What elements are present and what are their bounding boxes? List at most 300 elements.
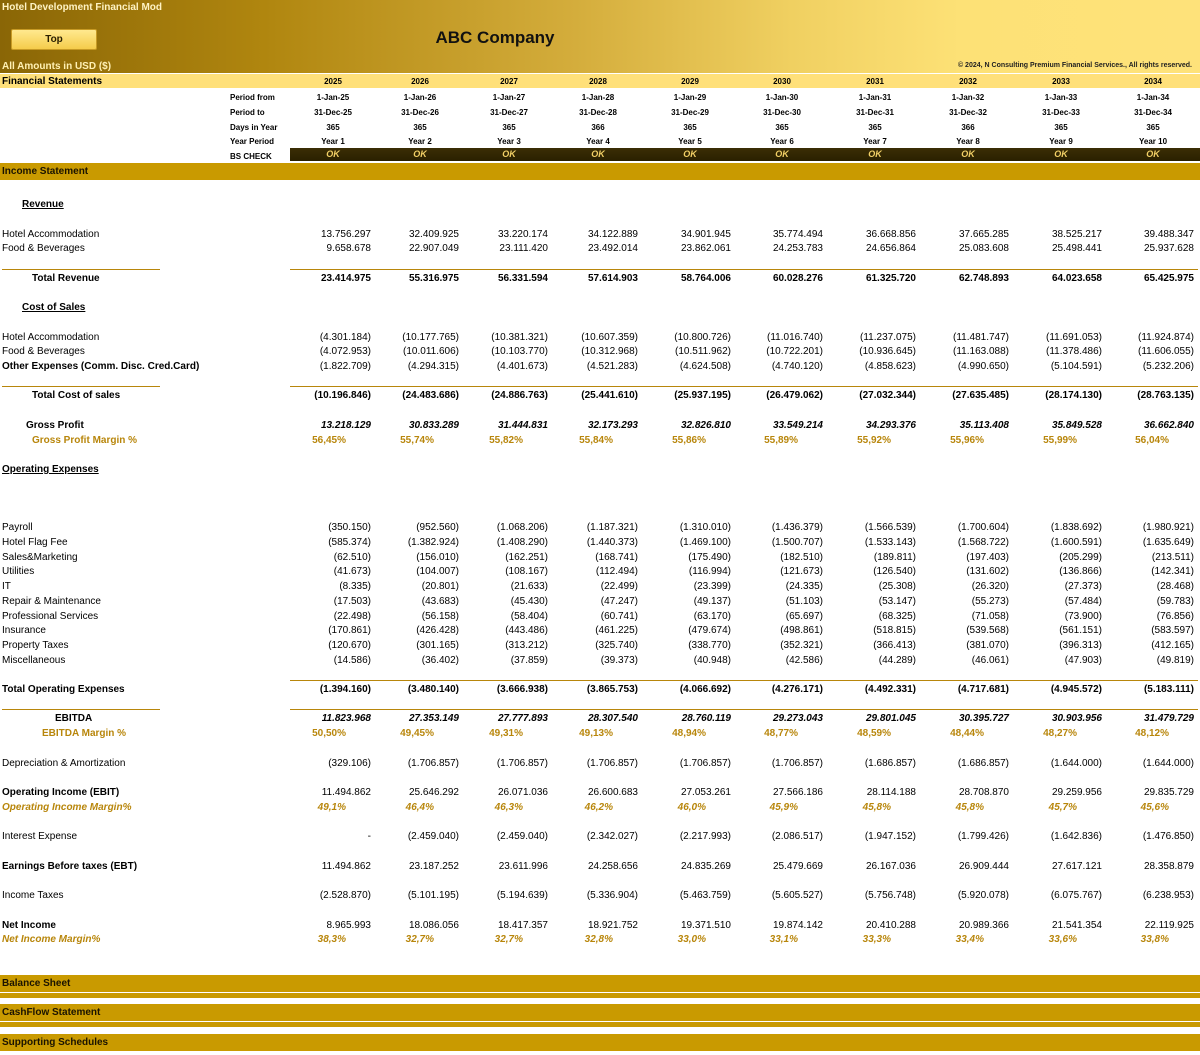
opex-miscellaneous-value: (42.586)	[785, 655, 823, 666]
cos-other-expenses-value: (4.858.623)	[864, 361, 916, 372]
cos-hotel-accommodation-value: (10.800.726)	[674, 332, 731, 343]
operating-income-margin-value: 45,6%	[1140, 802, 1169, 813]
opex-hotel-flag-fee-value: (1.533.143)	[864, 537, 916, 548]
cos-hotel-accommodation-value: (4.301.184)	[319, 332, 371, 343]
cos-hotel-accommodation-value: (10.381.321)	[491, 332, 548, 343]
total-revenue-value: 58.764.006	[680, 273, 731, 284]
total-operating-expenses-label: Total Operating Expenses	[2, 684, 125, 695]
bs-check-cell: OK	[775, 149, 789, 159]
net-income-value: 8.965.993	[326, 920, 371, 931]
year-header: 2027	[500, 77, 518, 86]
opex-professional-services-value: (65.697)	[785, 611, 823, 622]
year-period-cell: Year 2	[408, 137, 432, 146]
cos-hotel-accommodation-value: (10.177.765)	[402, 332, 459, 343]
opex-miscellaneous-value: (49.819)	[1156, 655, 1194, 666]
operating-income-value: 27.053.261	[680, 787, 731, 798]
opex-repair-maintenance-value: (43.683)	[421, 596, 459, 607]
period-to-cell: 31-Dec-26	[401, 108, 439, 117]
ebitda-margin-value: 48,27%	[1043, 728, 1077, 739]
year-period-cell: Year 8	[956, 137, 980, 146]
operating-income-value: 28.114.188	[866, 787, 916, 798]
opex-professional-services-value: (22.498)	[333, 611, 371, 622]
gross-profit-margin-label: Gross Profit Margin %	[32, 435, 138, 446]
bs-check-cell: OK	[591, 149, 605, 159]
opex-it-value: (26.320)	[971, 581, 1009, 592]
opex-professional-services-value: (71.058)	[971, 611, 1009, 622]
income-statement-bar[interactable]	[0, 163, 1200, 180]
gross-profit-value: 30.833.289	[408, 420, 459, 431]
ebt-value: 26.909.444	[958, 861, 1009, 872]
total-cost-of-sales-value: (10.196.846)	[314, 390, 371, 401]
opex-payroll-value: (1.980.921)	[1142, 522, 1194, 533]
opex-sales-marketing-value: (213.511)	[1151, 552, 1194, 563]
opex-professional-services-value: (56.158)	[421, 611, 459, 622]
opex-miscellaneous-value: (14.586)	[333, 655, 371, 666]
opex-payroll-value: (1.566.539)	[864, 522, 916, 533]
cos-food-beverages-value: (10.936.645)	[859, 346, 916, 357]
income-taxes-value: (5.605.527)	[771, 890, 823, 901]
ebitda-value: 28.307.540	[587, 713, 638, 724]
operating-income-margin-value: 49,1%	[317, 802, 346, 813]
period-from-label: Period from	[230, 93, 275, 102]
ebt-value: 26.167.036	[865, 861, 916, 872]
net-income-value: 18.417.357	[497, 920, 548, 931]
opex-payroll-label: Payroll	[2, 522, 33, 533]
gross-profit-value: 35.849.528	[1051, 420, 1102, 431]
ebitda-margin-value: 48,12%	[1135, 728, 1169, 739]
ebitda-value: 31.479.729	[1143, 713, 1194, 724]
total-revenue-value: 23.414.975	[320, 273, 371, 284]
net-income-margin-value: 32,8%	[584, 934, 613, 945]
total-operating-expenses-value: (4.945.572)	[1050, 684, 1102, 695]
gross-profit-value: 33.549.214	[772, 420, 823, 431]
year-header: 2034	[1144, 77, 1162, 86]
bs-check-cell: OK	[1054, 149, 1068, 159]
depreciation-amortization-value: (1.706.857)	[407, 758, 459, 769]
balance-sheet-title: Balance Sheet	[2, 978, 71, 989]
opex-miscellaneous-value: (47.903)	[1064, 655, 1102, 666]
gross-profit-margin-value: 56,45%	[312, 435, 346, 446]
gross-profit-margin-value: 55,89%	[764, 435, 798, 446]
ebitda-value: 30.395.727	[958, 713, 1009, 724]
opex-it-value: (21.633)	[510, 581, 548, 592]
net-income-value: 19.371.510	[680, 920, 731, 931]
opex-it-value: (23.399)	[693, 581, 731, 592]
opex-payroll-value: (1.187.321)	[586, 522, 638, 533]
interest-expense-value: (1.947.152)	[864, 831, 916, 842]
total-operating-expenses-value: (5.183.111)	[1143, 684, 1194, 695]
operating-income-label: Operating Income (EBIT)	[2, 787, 120, 798]
income-taxes-value: (5.336.904)	[586, 890, 638, 901]
operating-income-margin-value: 45,8%	[955, 802, 984, 813]
opex-it-value: (28.468)	[1156, 581, 1194, 592]
interest-expense-value: (2.086.517)	[771, 831, 823, 842]
operating-income-margin-value: 46,4%	[405, 802, 434, 813]
opex-payroll-value: (952.560)	[416, 522, 459, 533]
opex-property-taxes-value: (396.313)	[1059, 640, 1102, 651]
opex-it-value: (20.801)	[421, 581, 459, 592]
gross-profit-margin-value: 55,82%	[489, 435, 523, 446]
gross-profit-margin-value: 55,84%	[579, 435, 613, 446]
days-cell: 365	[326, 123, 340, 132]
opex-miscellaneous-label: Miscellaneous	[2, 655, 66, 666]
depreciation-amortization-label: Depreciation & Amortization	[2, 758, 126, 769]
operating-income-value: 25.646.292	[408, 787, 459, 798]
opex-insurance-value: (539.568)	[966, 625, 1009, 636]
opex-it-value: (25.308)	[878, 581, 916, 592]
cos-hotel-accommodation-value: (11.016.740)	[767, 332, 823, 343]
cos-hotel-accommodation-value: (11.924.874)	[1138, 332, 1194, 343]
opex-miscellaneous-value: (40.948)	[693, 655, 731, 666]
opex-payroll-value: (1.436.379)	[771, 522, 823, 533]
total-cost-of-sales-value: (26.479.062)	[766, 390, 823, 401]
financial-statements-title: Financial Statements	[2, 76, 103, 87]
bs-check-cell: OK	[961, 149, 975, 159]
revenue-hotel-accommodation-value: 33.220.174	[497, 229, 548, 240]
total-opex-rule-values	[290, 680, 1198, 681]
opex-property-taxes-value: (381.070)	[966, 640, 1009, 651]
total-operating-expenses-value: (4.276.171)	[771, 684, 823, 695]
operating-income-margin-value: 46,0%	[677, 802, 706, 813]
year-period-cell: Year 4	[586, 137, 610, 146]
opex-sales-marketing-value: (62.510)	[333, 552, 371, 563]
cashflow-bar[interactable]	[0, 1004, 1200, 1021]
opex-sales-marketing-value: (175.490)	[688, 552, 731, 563]
revenue-hotel-accommodation-value: 34.122.889	[587, 229, 638, 240]
opex-utilities-value: (142.341)	[1151, 566, 1194, 577]
supporting-schedules-title: Supporting Schedules	[2, 1037, 109, 1048]
income-taxes-value: (6.238.953)	[1142, 890, 1194, 901]
total-revenue-value: 56.331.594	[497, 273, 548, 284]
ebitda-value: 27.777.893	[497, 713, 548, 724]
ebitda-value: 27.353.149	[408, 713, 459, 724]
opex-hotel-flag-fee-label: Hotel Flag Fee	[2, 537, 68, 548]
opex-property-taxes-label: Property Taxes	[2, 640, 69, 651]
revenue-hotel-accommodation-value: 39.488.347	[1143, 229, 1194, 240]
opex-property-taxes-value: (301.165)	[416, 640, 459, 651]
net-income-value: 18.086.056	[408, 920, 459, 931]
opex-repair-maintenance-value: (59.783)	[1156, 596, 1194, 607]
total-cost-of-sales-value: (24.886.763)	[491, 390, 548, 401]
cos-food-beverages-label: Food & Beverages	[2, 346, 85, 357]
operating-income-value: 26.071.036	[497, 787, 548, 798]
depreciation-amortization-value: (1.706.857)	[679, 758, 731, 769]
operating-income-margin-label: Operating Income Margin%	[2, 802, 132, 813]
period-to-cell: 31-Dec-30	[763, 108, 801, 117]
ebitda-margin-value: 48,44%	[950, 728, 984, 739]
cos-other-expenses-value: (4.624.508)	[679, 361, 731, 372]
gross-profit-value: 36.662.840	[1143, 420, 1194, 431]
total-cost-of-sales-label: Total Cost of sales	[32, 390, 121, 401]
period-from-cell: 1-Jan-31	[858, 93, 892, 102]
bs-check-cell: OK	[683, 149, 697, 159]
opex-hotel-flag-fee-value: (1.600.591)	[1050, 537, 1102, 548]
total-revenue-value: 62.748.893	[958, 273, 1009, 284]
depreciation-amortization-value: (1.706.857)	[496, 758, 548, 769]
period-to-label: Period to	[230, 108, 265, 117]
depreciation-amortization-value: (1.686.857)	[864, 758, 916, 769]
opex-sales-marketing-value: (182.510)	[780, 552, 823, 563]
period-from-cell: 1-Jan-27	[492, 93, 526, 102]
total-cost-rule	[2, 386, 160, 387]
period-to-cell: 31-Dec-32	[949, 108, 987, 117]
gross-profit-label: Gross Profit	[26, 420, 84, 431]
interest-expense-label: Interest Expense	[2, 831, 78, 842]
revenue-food-beverages-value: 22.907.049	[408, 243, 459, 254]
income-taxes-value: (5.756.748)	[864, 890, 916, 901]
opex-property-taxes-value: (313.212)	[505, 640, 548, 651]
cos-other-expenses-value: (4.990.650)	[957, 361, 1009, 372]
year-header: 2026	[411, 77, 429, 86]
cos-hotel-accommodation-value: (11.237.075)	[860, 332, 916, 343]
net-income-margin-value: 33,3%	[862, 934, 891, 945]
period-from-cell: 1-Jan-26	[403, 93, 437, 102]
ebt-value: 25.479.669	[772, 861, 823, 872]
opex-sales-marketing-value: (162.251)	[505, 552, 548, 563]
ebitda-rule-values	[290, 709, 1198, 710]
opex-property-taxes-value: (366.413)	[873, 640, 916, 651]
balance-sheet-bar[interactable]	[0, 975, 1200, 992]
ebitda-value: 30.903.956	[1051, 713, 1102, 724]
revenue-hotel-accommodation-value: 32.409.925	[408, 229, 459, 240]
opex-hotel-flag-fee-value: (1.568.722)	[957, 537, 1009, 548]
depreciation-amortization-value: (329.106)	[328, 758, 371, 769]
opex-insurance-value: (498.861)	[780, 625, 823, 636]
opex-hotel-flag-fee-value: (585.374)	[328, 537, 371, 548]
year-period-cell: Year 6	[770, 137, 794, 146]
opex-insurance-value: (170.861)	[328, 625, 371, 636]
income-taxes-value: (5.194.639)	[496, 890, 548, 901]
opex-professional-services-value: (73.900)	[1064, 611, 1102, 622]
total-revenue-label: Total Revenue	[32, 273, 100, 284]
depreciation-amortization-value: (1.706.857)	[771, 758, 823, 769]
gross-profit-margin-value: 55,96%	[950, 435, 984, 446]
opex-miscellaneous-value: (44.289)	[878, 655, 916, 666]
operating-income-value: 11.494.862	[321, 787, 371, 798]
opex-property-taxes-value: (338.770)	[688, 640, 731, 651]
cos-other-expenses-value: (5.104.591)	[1050, 361, 1102, 372]
cos-food-beverages-value: (10.011.606)	[403, 346, 459, 357]
period-to-cell: 31-Dec-33	[1042, 108, 1080, 117]
days-cell: 365	[775, 123, 789, 132]
cos-other-expenses-value: (1.822.709)	[319, 361, 371, 372]
revenue-food-beverages-value: 23.111.420	[499, 243, 548, 254]
cos-other-expenses-value: (4.401.673)	[496, 361, 548, 372]
revenue-food-beverages-value: 23.492.014	[587, 243, 638, 254]
supporting-schedules-bar[interactable]	[0, 1034, 1200, 1051]
period-to-cell: 31-Dec-31	[856, 108, 894, 117]
revenue-hotel-accommodation-value: 13.756.297	[320, 229, 371, 240]
net-income-margin-value: 33,8%	[1140, 934, 1169, 945]
opex-insurance-value: (561.151)	[1059, 625, 1102, 636]
gross-profit-value: 35.113.408	[959, 420, 1009, 431]
year-period-cell: Year 7	[863, 137, 887, 146]
opex-insurance-value: (479.674)	[688, 625, 731, 636]
interest-expense-value: (2.217.993)	[679, 831, 731, 842]
year-header: 2025	[324, 77, 342, 86]
days-cell: 365	[1146, 123, 1160, 132]
bs-check-cell: OK	[413, 149, 427, 159]
opex-insurance-value: (443.486)	[505, 625, 548, 636]
revenue-food-beverages-value: 23.862.061	[680, 243, 731, 254]
year-header: 2033	[1052, 77, 1070, 86]
revenue-hotel-accommodation-value: 35.774.494	[772, 229, 823, 240]
bs-check-cell: OK	[502, 149, 516, 159]
interest-expense-value: (1.476.850)	[1142, 831, 1194, 842]
total-cost-of-sales-value: (27.635.485)	[952, 390, 1009, 401]
app-title: Hotel Development Financial Mod	[2, 2, 163, 13]
revenue-hotel-accommodation-value: 37.665.285	[958, 229, 1009, 240]
total-operating-expenses-value: (1.394.160)	[319, 684, 371, 695]
net-income-label: Net Income	[2, 920, 56, 931]
period-to-cell: 31-Dec-27	[490, 108, 528, 117]
income-taxes-value: (5.920.078)	[957, 890, 1009, 901]
total-revenue-value: 65.425.975	[1143, 273, 1194, 284]
period-to-cell: 31-Dec-25	[314, 108, 352, 117]
gross-profit-margin-value: 56,04%	[1135, 435, 1169, 446]
ebitda-rule	[2, 709, 160, 710]
revenue-food-beverages-value: 9.658.678	[326, 243, 371, 254]
operating-income-margin-value: 45,8%	[862, 802, 891, 813]
gross-profit-value: 34.293.376	[865, 420, 916, 431]
opex-utilities-value: (104.007)	[416, 566, 459, 577]
opex-it-label: IT	[2, 581, 11, 592]
opex-sales-marketing-label: Sales&Marketing	[2, 552, 78, 563]
total-operating-expenses-value: (3.865.753)	[586, 684, 638, 695]
revenue-hotel-accommodation-value: 36.668.856	[865, 229, 916, 240]
total-operating-expenses-value: (3.666.938)	[496, 684, 548, 695]
opex-sales-marketing-value: (189.811)	[873, 552, 916, 563]
gross-profit-margin-value: 55,86%	[672, 435, 706, 446]
year-period-label: Year Period	[230, 137, 275, 146]
ebitda-label: EBITDA	[55, 713, 93, 724]
net-income-value: 22.119.925	[1144, 920, 1194, 931]
year-period-cell: Year 5	[678, 137, 702, 146]
operating-income-value: 29.835.729	[1143, 787, 1194, 798]
ebt-value: 27.617.121	[1051, 861, 1102, 872]
period-from-cell: 1-Jan-33	[1044, 93, 1078, 102]
opex-insurance-value: (583.597)	[1151, 625, 1194, 636]
opex-it-value: (24.335)	[785, 581, 823, 592]
net-income-margin-value: 33,0%	[677, 934, 706, 945]
cos-other-expenses-label: Other Expenses (Comm. Disc. Cred.Card)	[2, 361, 200, 372]
net-income-margin-value: 32,7%	[405, 934, 434, 945]
income-taxes-value: (6.075.767)	[1050, 890, 1102, 901]
opex-property-taxes-value: (352.321)	[780, 640, 823, 651]
days-cell: 366	[961, 123, 975, 132]
net-income-margin-label: Net Income Margin%	[2, 934, 101, 945]
depreciation-amortization-value: (1.706.857)	[586, 758, 638, 769]
total-revenue-value: 64.023.658	[1051, 273, 1102, 284]
net-income-margin-value: 38,3%	[317, 934, 346, 945]
revenue-food-beverages-label: Food & Beverages	[2, 243, 85, 254]
ebitda-margin-value: 48,94%	[672, 728, 706, 739]
net-income-margin-value: 33,6%	[1048, 934, 1077, 945]
year-header: 2030	[773, 77, 791, 86]
period-from-cell: 1-Jan-25	[316, 93, 350, 102]
opex-payroll-value: (1.838.692)	[1050, 522, 1102, 533]
opex-hotel-flag-fee-value: (1.635.649)	[1142, 537, 1194, 548]
ebitda-value: 11.823.968	[321, 713, 371, 724]
opex-repair-maintenance-label: Repair & Maintenance	[2, 596, 101, 607]
income-taxes-label: Income Taxes	[2, 890, 64, 901]
revenue-food-beverages-value: 25.083.608	[958, 243, 1009, 254]
opex-insurance-value: (461.225)	[595, 625, 638, 636]
opex-hotel-flag-fee-value: (1.469.100)	[679, 537, 731, 548]
opex-miscellaneous-value: (46.061)	[971, 655, 1009, 666]
opex-repair-maintenance-value: (51.103)	[785, 596, 823, 607]
cost-of-sales-heading: Cost of Sales	[22, 302, 86, 313]
period-from-cell: 1-Jan-29	[673, 93, 707, 102]
total-cost-of-sales-value: (28.174.130)	[1045, 390, 1102, 401]
cos-other-expenses-value: (4.521.283)	[586, 361, 638, 372]
top-button[interactable]: Top	[11, 29, 97, 50]
cos-food-beverages-value: (10.103.770)	[491, 346, 548, 357]
revenue-hotel-accommodation-value: 34.901.945	[680, 229, 731, 240]
cos-food-beverages-value: (10.511.962)	[675, 346, 731, 357]
ebitda-margin-label: EBITDA Margin %	[42, 728, 127, 739]
opex-sales-marketing-value: (156.010)	[416, 552, 459, 563]
total-cost-of-sales-value: (24.483.686)	[402, 390, 459, 401]
revenue-heading: Revenue	[22, 199, 64, 210]
opex-utilities-value: (121.673)	[780, 566, 823, 577]
income-taxes-value: (2.528.870)	[319, 890, 371, 901]
bs-check-cell: OK	[326, 149, 340, 159]
opex-miscellaneous-value: (37.859)	[510, 655, 548, 666]
currency-note: All Amounts in USD ($)	[2, 61, 112, 72]
year-header: 2029	[681, 77, 699, 86]
period-to-cell: 31-Dec-34	[1134, 108, 1172, 117]
net-income-value: 21.541.354	[1051, 920, 1102, 931]
gross-profit-value: 31.444.831	[497, 420, 548, 431]
cos-hotel-accommodation-value: (11.481.747)	[953, 332, 1009, 343]
days-cell: 365	[868, 123, 882, 132]
total-cost-of-sales-value: (28.763.135)	[1137, 390, 1194, 401]
revenue-hotel-accommodation-value: 38.525.217	[1051, 229, 1102, 240]
opex-miscellaneous-value: (36.402)	[421, 655, 459, 666]
total-cost-of-sales-value: (25.441.610)	[581, 390, 638, 401]
net-income-margin-value: 33,1%	[769, 934, 798, 945]
operating-income-margin-value: 46,3%	[494, 802, 523, 813]
cos-hotel-accommodation-value: (10.607.359)	[581, 332, 638, 343]
opex-hotel-flag-fee-value: (1.408.290)	[496, 537, 548, 548]
revenue-food-beverages-value: 25.498.441	[1051, 243, 1102, 254]
revenue-hotel-accommodation-label: Hotel Accommodation	[2, 229, 100, 240]
opex-payroll-value: (350.150)	[328, 522, 371, 533]
opex-repair-maintenance-value: (45.430)	[510, 596, 548, 607]
total-revenue-value: 57.614.903	[587, 273, 638, 284]
year-period-cell: Year 10	[1138, 137, 1168, 146]
total-revenue-value: 60.028.276	[772, 273, 823, 284]
opex-repair-maintenance-value: (53.147)	[878, 596, 916, 607]
revenue-food-beverages-value: 24.656.864	[865, 243, 916, 254]
period-to-cell: 31-Dec-29	[671, 108, 709, 117]
opex-professional-services-value: (68.325)	[878, 611, 916, 622]
total-operating-expenses-value: (4.492.331)	[864, 684, 916, 695]
opex-hotel-flag-fee-value: (1.440.373)	[586, 537, 638, 548]
ebt-value: 28.358.879	[1143, 861, 1194, 872]
opex-insurance-value: (426.428)	[416, 625, 459, 636]
opex-payroll-value: (1.068.206)	[496, 522, 548, 533]
bs-check-label: BS CHECK	[230, 152, 272, 161]
total-revenue-rule	[2, 269, 160, 270]
income-statement-title: Income Statement	[2, 166, 89, 177]
total-cost-of-sales-value: (27.032.344)	[859, 390, 916, 401]
opex-sales-marketing-value: (205.299)	[1059, 552, 1102, 563]
opex-professional-services-value: (58.404)	[510, 611, 548, 622]
opex-insurance-label: Insurance	[2, 625, 46, 636]
opex-utilities-value: (126.540)	[873, 566, 916, 577]
